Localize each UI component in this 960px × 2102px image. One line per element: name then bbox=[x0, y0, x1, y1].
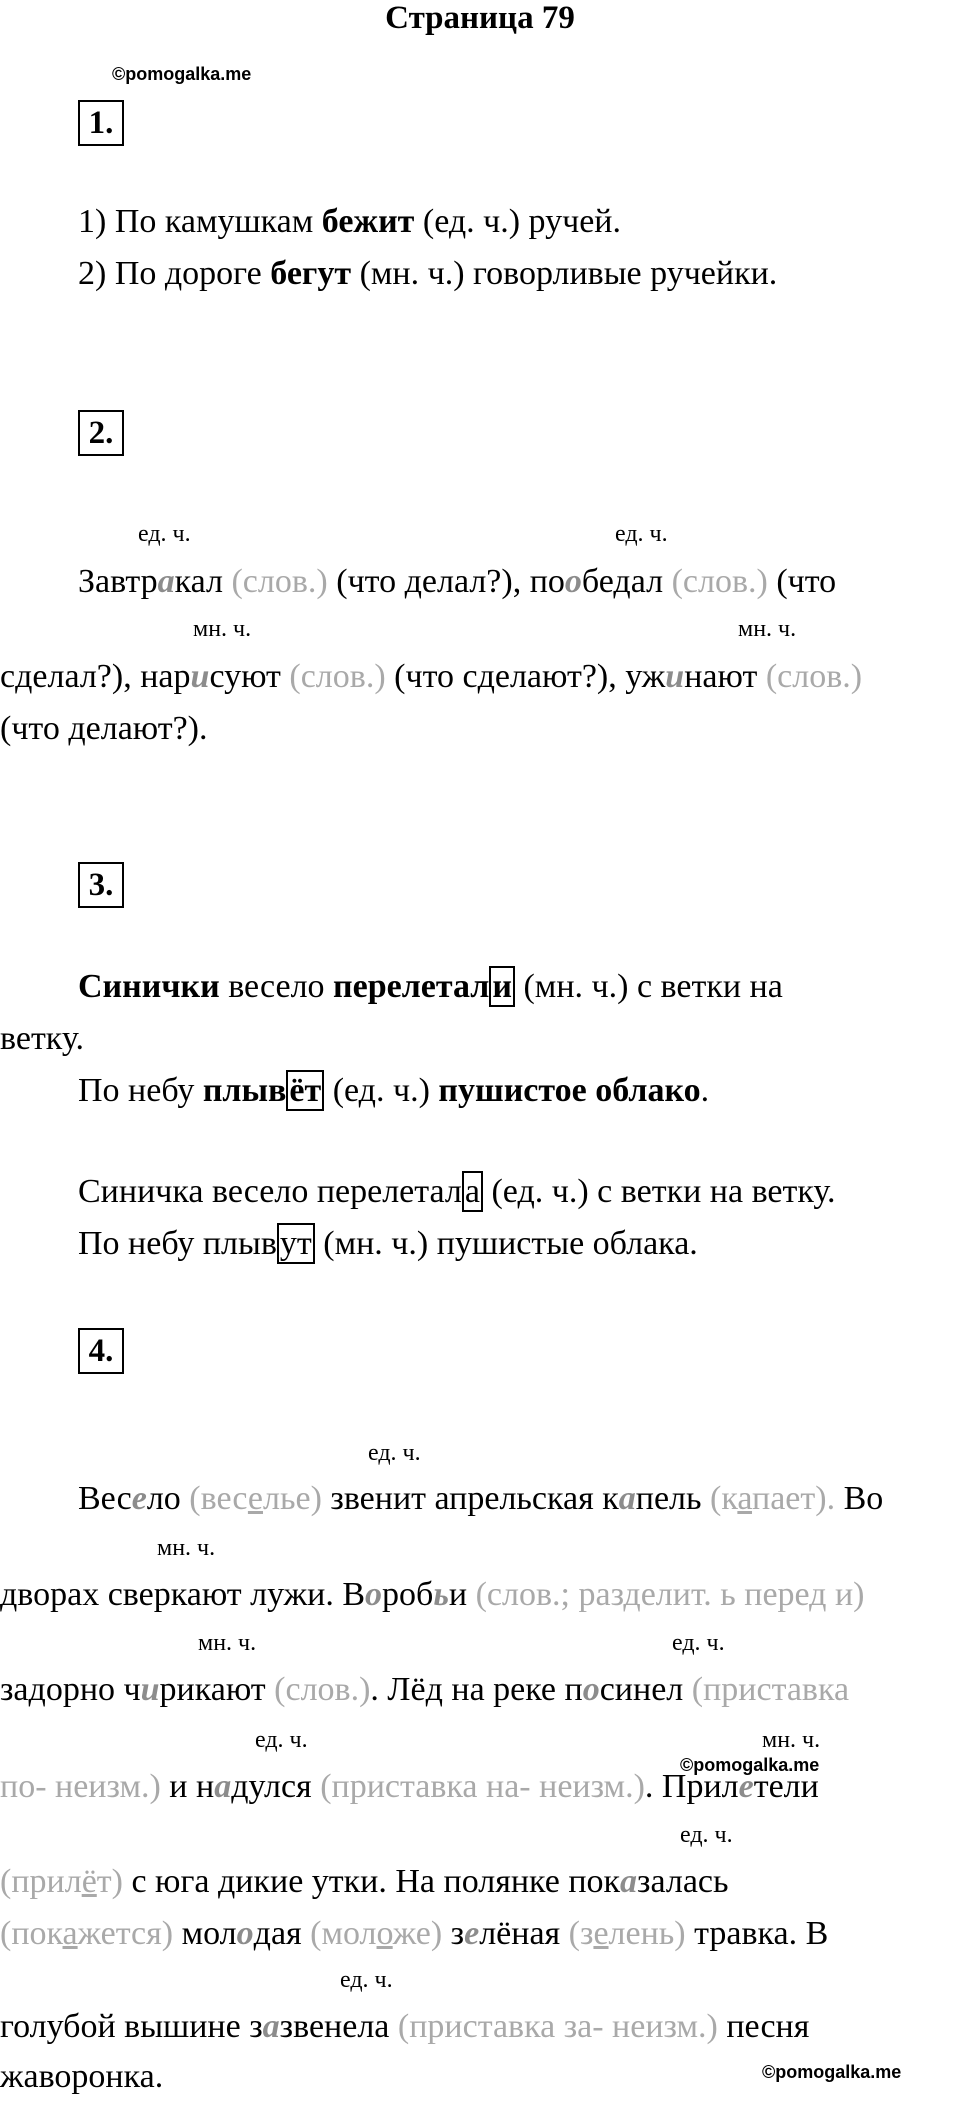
exercise-number: 4. bbox=[78, 1328, 124, 1374]
number-note: мн. ч. bbox=[738, 616, 797, 642]
sentence: Весело (веселье) звенит апрельская капель (капает). Во bbox=[78, 1480, 884, 1517]
sentence: Синичка весело перелетала (ед. ч.) с ветки на ветку. bbox=[78, 1173, 836, 1210]
number-note: мн. ч. bbox=[193, 616, 252, 642]
sentence: сделал?), нарисуют (слов.) (что сделают?), ужинают (слов.) bbox=[0, 658, 863, 695]
number-note: ед. ч. bbox=[340, 1967, 393, 1993]
number-note: ед. ч. bbox=[672, 1630, 725, 1656]
watermark: ©pomogalka.me bbox=[680, 1755, 820, 1775]
number-note: мн. ч. bbox=[198, 1630, 257, 1656]
sentence: жаворонка. bbox=[0, 2058, 164, 2095]
exercise-number: 2. bbox=[78, 410, 124, 456]
number-note: мн. ч. bbox=[762, 1727, 821, 1753]
sentence: 2) По дороге бегут (мн. ч.) говорливые ручейки. bbox=[78, 255, 778, 292]
page-title: Страница 79 bbox=[385, 0, 575, 36]
sentence: Завтракал (слов.) (что делал?), пообедал (слов.) (что bbox=[78, 563, 837, 600]
sentence: голубой вышине зазвенела (приставка за- неизм.) песня bbox=[0, 2008, 810, 2045]
sentence: (покажется) молодая (моложе) зелёная (зелень) травка. В bbox=[0, 1915, 829, 1952]
watermark: ©pomogalka.me bbox=[112, 64, 252, 84]
exercise-number: 3. bbox=[78, 862, 124, 908]
watermark: ©pomogalka.me bbox=[762, 2062, 902, 2082]
number-note: ед. ч. bbox=[615, 521, 668, 547]
number-note: ед. ч. bbox=[138, 521, 191, 547]
number-note: ед. ч. bbox=[368, 1440, 421, 1466]
sentence: 1) По камушкам бежит (ед. ч.) ручей. bbox=[78, 203, 621, 240]
exercise-number: 1. bbox=[78, 100, 124, 146]
sentence: Синички весело перелетали (мн. ч.) с ветки на bbox=[78, 968, 783, 1005]
number-note: ед. ч. bbox=[255, 1727, 308, 1753]
sentence: по- неизм.) и надулся (приставка на- неизм.). Прилетели bbox=[0, 1768, 819, 1805]
sentence: ветку. bbox=[0, 1020, 84, 1057]
sentence: дворах сверкают лужи. Воробьи (слов.; разделит. ь перед и) bbox=[0, 1576, 865, 1613]
sentence: (что делают?). bbox=[0, 710, 208, 747]
sentence: По небу плывёт (ед. ч.) пушистое облако. bbox=[78, 1072, 710, 1109]
sentence: (прилёт) с юга дикие утки. На полянке показалась bbox=[0, 1863, 729, 1900]
sentence: По небу плывут (мн. ч.) пушистые облака. bbox=[78, 1225, 698, 1262]
number-note: мн. ч. bbox=[157, 1535, 216, 1561]
number-note: ед. ч. bbox=[680, 1822, 733, 1848]
sentence: задорно чирикают (слов.). Лёд на реке посинел (приставка bbox=[0, 1671, 850, 1708]
